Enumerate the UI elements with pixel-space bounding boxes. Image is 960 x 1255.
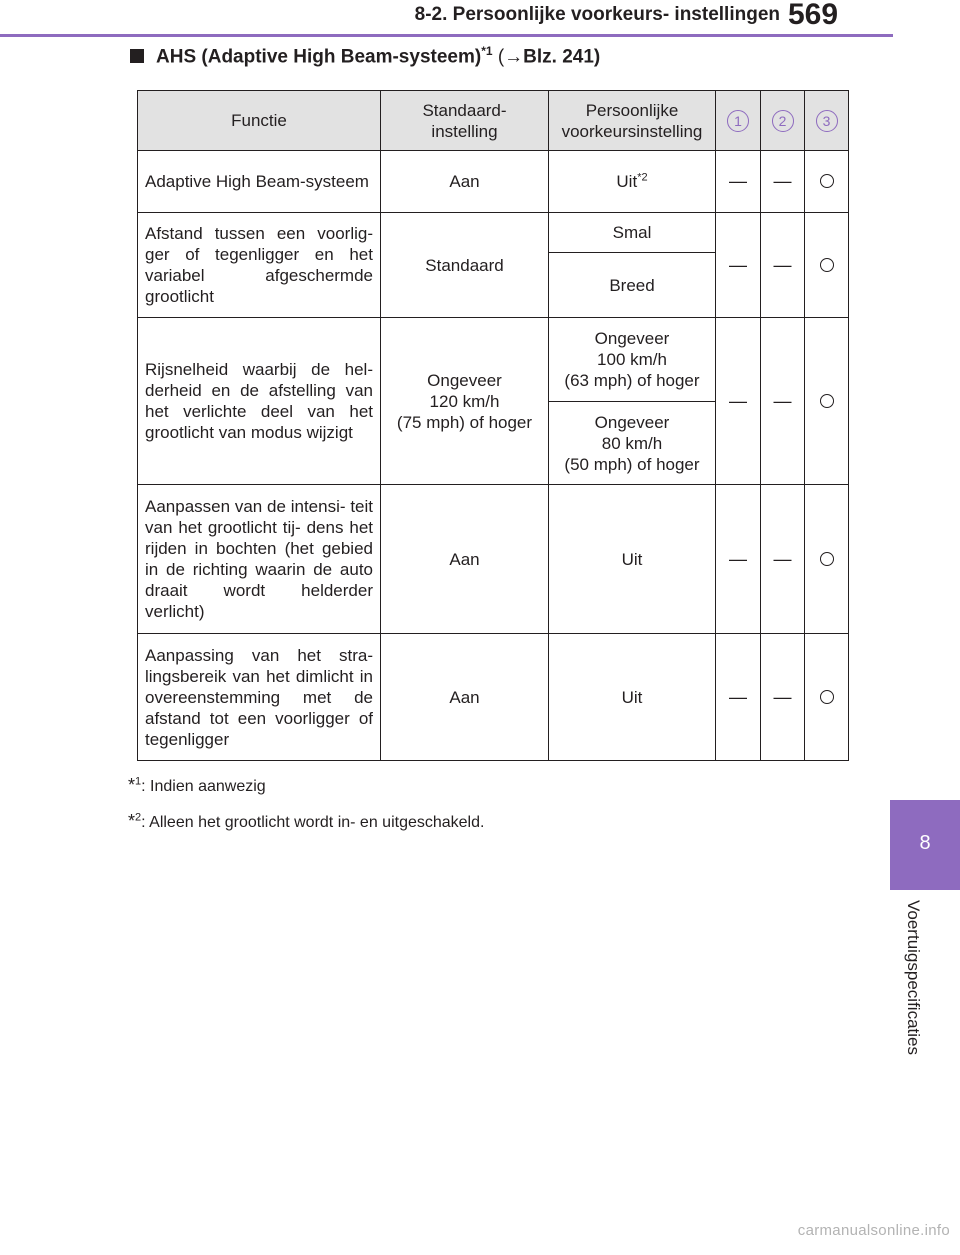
- header-custom: [549, 91, 716, 151]
- footnote-number: 2: [135, 811, 142, 824]
- header-function: Functie: [138, 91, 381, 151]
- row-function: Aanpassen van de intensi- teit van het grootlicht tij- dens het rijden in bochten (het gebied in de richting waarin de auto draait wordt helderder verlicht): [138, 485, 381, 634]
- row-mark-2: —: [761, 213, 805, 318]
- table-row: [138, 634, 849, 761]
- row-mark-3: [805, 213, 849, 318]
- row-mark-1: —: [716, 151, 761, 213]
- circle-mark-icon: [820, 394, 834, 408]
- row-custom-a-line3: (63 mph) of hoger: [564, 371, 700, 390]
- row-default: Aan: [381, 485, 549, 634]
- row-function: Adaptive High Beam-systeem: [138, 151, 381, 213]
- square-bullet-icon: [130, 49, 144, 63]
- table-row: [138, 318, 849, 402]
- settings-table: [137, 90, 849, 761]
- section-title: AHS (Adaptive High Beam-systeem): [156, 46, 482, 68]
- row-mark-1: —: [716, 634, 761, 761]
- row-function: Rijsnelheid waarbij de hel- derheid en de afstelling van het verlichte deel van het grootlicht van modus wijzigt: [138, 318, 381, 485]
- row-mark-2: —: [761, 318, 805, 485]
- footnote-number: 1: [135, 775, 142, 788]
- row-custom-b: Breed: [549, 253, 716, 318]
- row-default: Aan: [381, 634, 549, 761]
- table-header-row: [138, 91, 849, 151]
- circle-mark-icon: [820, 690, 834, 704]
- footnote-1: [128, 775, 266, 796]
- circled-3-icon: 3: [816, 110, 838, 132]
- row-custom-value: Uit: [616, 172, 638, 191]
- header-col-2: [761, 91, 805, 151]
- row-custom-b: [549, 402, 716, 485]
- watermark: carmanualsonline.info: [797, 1222, 950, 1239]
- row-custom-a-line1: Ongeveer: [594, 329, 670, 348]
- section-footnote-ref: *1: [481, 44, 493, 58]
- footnote-star: *: [128, 775, 136, 795]
- chapter-number: 8: [919, 832, 931, 854]
- header-default-line2: instelling: [431, 121, 498, 141]
- circle-mark-icon: [820, 174, 834, 188]
- row-custom-a-line2: 100 km/h: [597, 350, 667, 369]
- page-number: 569: [788, 0, 839, 31]
- circled-2-icon: 2: [772, 110, 794, 132]
- row-mark-3: [805, 485, 849, 634]
- reference-arrow: (→: [497, 46, 524, 68]
- row-custom-b-line3: (50 mph) of hoger: [564, 454, 700, 474]
- row-default: Standaard: [381, 213, 549, 318]
- row-custom-b-line2: 80 km/h: [601, 433, 663, 453]
- header-custom-line2: voorkeursinstelling: [561, 121, 703, 141]
- row-mark-1: —: [716, 485, 761, 634]
- footnote-2: [128, 811, 484, 832]
- row-mark-1: —: [716, 318, 761, 485]
- header-default: [381, 91, 549, 151]
- row-mark-2: —: [761, 151, 805, 213]
- running-header-title: 8-2. Persoonlijke voorkeurs- instellingen: [414, 4, 780, 25]
- row-function: Aanpassing van het stra- lingsbereik van het dimlicht in overeenstemming met de afstand tot een voorligger of tegenligger: [138, 634, 381, 761]
- row-mark-2: —: [761, 634, 805, 761]
- row-mark-1: —: [716, 213, 761, 318]
- circled-1-icon: 1: [727, 110, 749, 132]
- row-mark-3: [805, 151, 849, 213]
- row-custom-footnote: *2: [637, 171, 648, 184]
- row-custom: Uit: [549, 634, 716, 761]
- row-custom-a: [549, 318, 716, 402]
- header-col-1: [716, 91, 761, 151]
- table-row: [138, 485, 849, 634]
- row-custom: Uit: [549, 485, 716, 634]
- row-mark-3: [805, 318, 849, 485]
- table-row: [138, 151, 849, 213]
- row-mark-2: —: [761, 485, 805, 634]
- header-rule: [0, 34, 893, 37]
- circle-mark-icon: [820, 552, 834, 566]
- row-custom: [549, 151, 716, 213]
- header-default-line1: Standaard-: [422, 100, 507, 120]
- footnote-star: *: [128, 811, 136, 831]
- row-custom-a: Smal: [549, 213, 716, 253]
- header-custom-line1: Persoonlijke: [585, 100, 679, 120]
- header-col-3: [805, 91, 849, 151]
- circle-mark-icon: [820, 258, 834, 272]
- row-default: [381, 318, 549, 485]
- row-custom-b-line1: Ongeveer: [594, 412, 670, 432]
- row-default-line1: Ongeveer: [427, 370, 502, 390]
- row-function: Afstand tussen een voorlig- ger of tegenligger en het variabel afgeschermde grootlicht: [138, 213, 381, 318]
- row-default: Aan: [381, 151, 549, 213]
- row-mark-3: [805, 634, 849, 761]
- page-reference-link[interactable]: Blz. 241): [523, 46, 601, 68]
- row-default-line3: (75 mph) of hoger: [396, 412, 533, 432]
- row-default-line2: 120 km/h: [429, 391, 500, 411]
- footnote-text: : Alleen het grootlicht wordt in- en uitgeschakeld.: [141, 814, 485, 831]
- section-heading: [130, 44, 850, 68]
- chapter-name: Voertuigspecificaties: [904, 900, 923, 1055]
- footnote-text: : Indien aanwezig: [141, 778, 266, 795]
- table-row: [138, 213, 849, 253]
